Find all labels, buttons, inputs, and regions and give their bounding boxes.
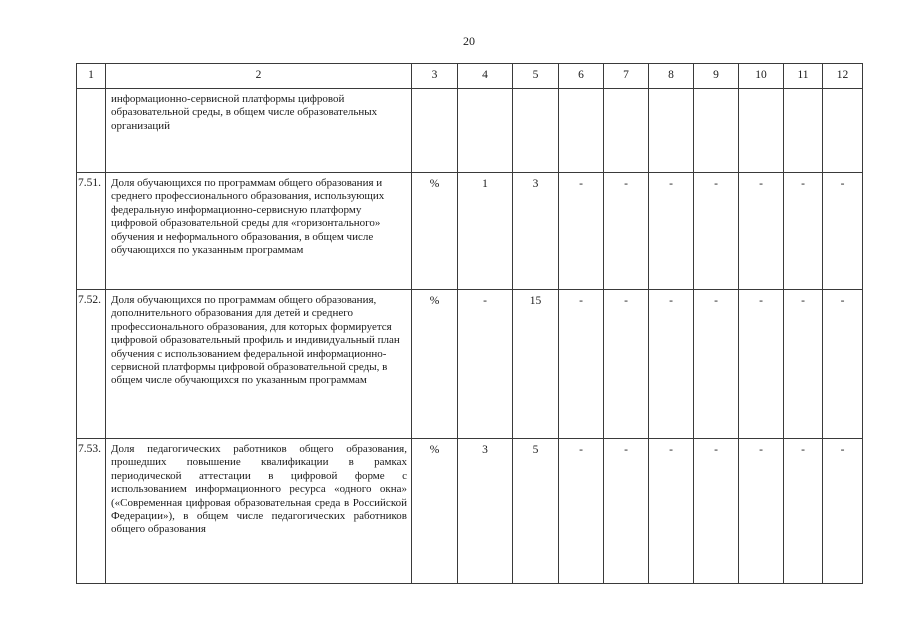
column-header: 11 <box>784 64 823 89</box>
table-row <box>77 89 863 173</box>
value-cell: 3 <box>458 439 513 584</box>
value-cell: 3 <box>513 173 559 290</box>
value-cell: - <box>823 173 863 290</box>
value-cell <box>458 89 513 173</box>
table-row <box>77 173 863 290</box>
value-cell: - <box>649 290 694 439</box>
value-cell: - <box>784 173 823 290</box>
table-row <box>77 290 863 439</box>
value-cell <box>823 89 863 173</box>
value-cell <box>694 89 739 173</box>
value-cell: - <box>739 439 784 584</box>
value-cell: - <box>458 290 513 439</box>
unit-cell <box>412 89 458 173</box>
value-cell: - <box>559 439 604 584</box>
value-cell: - <box>649 173 694 290</box>
value-cell: - <box>694 290 739 439</box>
column-header: 2 <box>106 64 412 89</box>
column-header: 4 <box>458 64 513 89</box>
row-number <box>77 89 106 173</box>
indicator-name: Доля педагогических работников общего образования, прошедших повышение квалификации в рамках периодической аттестации в цифровой форме с использованием информационного ресурса «одного окна» («Современная цифровая образовательная среда в Российской Федерации»), в общем числе педагогических работников общего образования <box>106 439 412 584</box>
indicator-name: Доля обучающихся по программам общего образования, дополнительного образования для детей и среднего профессионального образования, для которых формируется цифровой образовательный профиль и индивидуальный план обучения с использованием федеральной информационно-сервисной платформы цифровой образовательной среды, в общем числе обучающихся по указанным программам <box>106 290 412 439</box>
value-cell: - <box>694 173 739 290</box>
row-number: 7.53. <box>77 439 106 584</box>
row-number: 7.52. <box>77 290 106 439</box>
row-number: 7.51. <box>77 173 106 290</box>
unit-cell: % <box>412 439 458 584</box>
value-cell <box>604 89 649 173</box>
value-cell: - <box>784 290 823 439</box>
column-header: 8 <box>649 64 694 89</box>
value-cell <box>784 89 823 173</box>
value-cell <box>649 89 694 173</box>
unit-cell: % <box>412 290 458 439</box>
indicator-name: информационно-сервисной платформы цифровой образовательной среды, в общем числе образовательных организаций <box>106 89 412 173</box>
value-cell: - <box>739 173 784 290</box>
column-header: 7 <box>604 64 649 89</box>
column-header: 10 <box>739 64 784 89</box>
column-header: 1 <box>77 64 106 89</box>
indicators-table <box>76 63 863 584</box>
column-header: 12 <box>823 64 863 89</box>
column-header: 5 <box>513 64 559 89</box>
value-cell: - <box>784 439 823 584</box>
table-header-row <box>77 64 863 89</box>
value-cell: - <box>694 439 739 584</box>
value-cell <box>739 89 784 173</box>
value-cell: 15 <box>513 290 559 439</box>
page-number: 20 <box>463 34 475 48</box>
column-header: 9 <box>694 64 739 89</box>
value-cell: - <box>559 173 604 290</box>
value-cell: - <box>604 173 649 290</box>
value-cell <box>513 89 559 173</box>
value-cell: 1 <box>458 173 513 290</box>
unit-cell: % <box>412 173 458 290</box>
value-cell: - <box>604 439 649 584</box>
indicator-name: Доля обучающихся по программам общего образования и среднего профессионального образования, использующих федеральную информационно-сервисную платформу цифровой образовательной среды для «горизонтального» обучения и неформального образования, в общем числе обучающихся по указанным программам <box>106 173 412 290</box>
value-cell <box>559 89 604 173</box>
value-cell: - <box>739 290 784 439</box>
column-header: 6 <box>559 64 604 89</box>
value-cell: - <box>559 290 604 439</box>
value-cell: - <box>604 290 649 439</box>
column-header: 3 <box>412 64 458 89</box>
value-cell: 5 <box>513 439 559 584</box>
value-cell: - <box>823 290 863 439</box>
value-cell: - <box>649 439 694 584</box>
value-cell: - <box>823 439 863 584</box>
table-row <box>77 439 863 584</box>
